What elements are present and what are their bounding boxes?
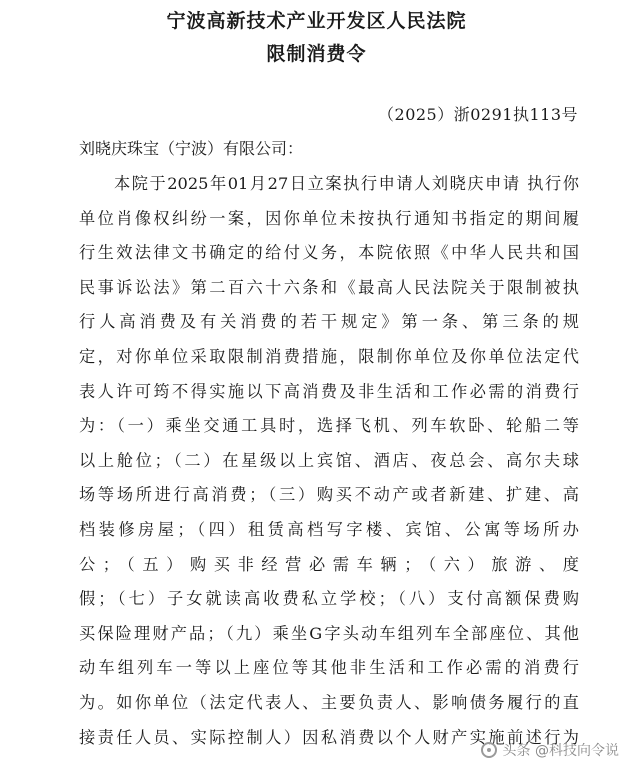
court-name: 宁波高新技术产业开发区人民法院 (166, 10, 467, 32)
addressee: 刘晓庆珠宝（宁波）有限公司： (79, 139, 304, 158)
body-line: 公；（五）购买非经营必需车辆；（六）旅游、度 (79, 554, 579, 574)
body-line: 档装修房屋；（四）租赁高档写字楼、宾馆、公寓等场所办 (79, 519, 579, 539)
toutiao-logo-icon (481, 742, 497, 758)
document-body (79, 172, 579, 760)
body-line: 买保险理财产品；（九）乘坐G字头动车组列车全部座位、其他 (79, 623, 579, 643)
body-line: 场等场所进行高消费；（三）购买不动产或者新建、扩建、高 (79, 485, 579, 505)
body-line: 行人高消费及有关消费的若干规定》第一条、第三条的规 (79, 312, 579, 332)
body-line: 接责任人员、实际控制人）因私消费以个人财产实施前述行为 (79, 727, 579, 747)
body-line: 假；（七）子女就读高收费私立学校；（八）支付高额保费购 (79, 589, 579, 609)
case-number: （2025）浙0291执113号 (378, 105, 578, 124)
body-line: 单位肖像权纠纷一案，因你单位未按执行通知书指定的期间履 (79, 208, 579, 228)
body-line: 为。如你单位（法定代表人、主要负责人、影响债务履行的直 (79, 692, 579, 712)
body-line: 动车组列车一等以上座位等其他非生活和工作必需的消费行 (79, 658, 579, 678)
body-line: 本院于2025年01月27日立案执行申请人刘晓庆申请 执行你 (114, 174, 579, 193)
source-watermark (481, 740, 619, 760)
document-title: 限制消费令 (266, 43, 367, 65)
body-line: 表人许可筠不得实施以下高消费及非生活和工作必需的消费行 (79, 381, 579, 401)
body-line: 以上舱位；（二）在星级以上宾馆、酒店、夜总会、高尔夫球 (79, 450, 579, 470)
body-line: 民事诉讼法》第二百六十六条和《最高人民法院关于限制被执 (79, 277, 579, 297)
body-line: 为：（一）乘坐交通工具时，选择飞机、列车软卧、轮船二等 (79, 416, 579, 436)
body-line: 行生效法律文书确定的给付义务，本院依照《中华人民共和国 (79, 243, 579, 263)
body-line: 定，对你单位采取限制消费措施，限制你单位及你单位法定代 (79, 346, 579, 366)
watermark-text: 头条 @科技向令说 (502, 743, 619, 759)
